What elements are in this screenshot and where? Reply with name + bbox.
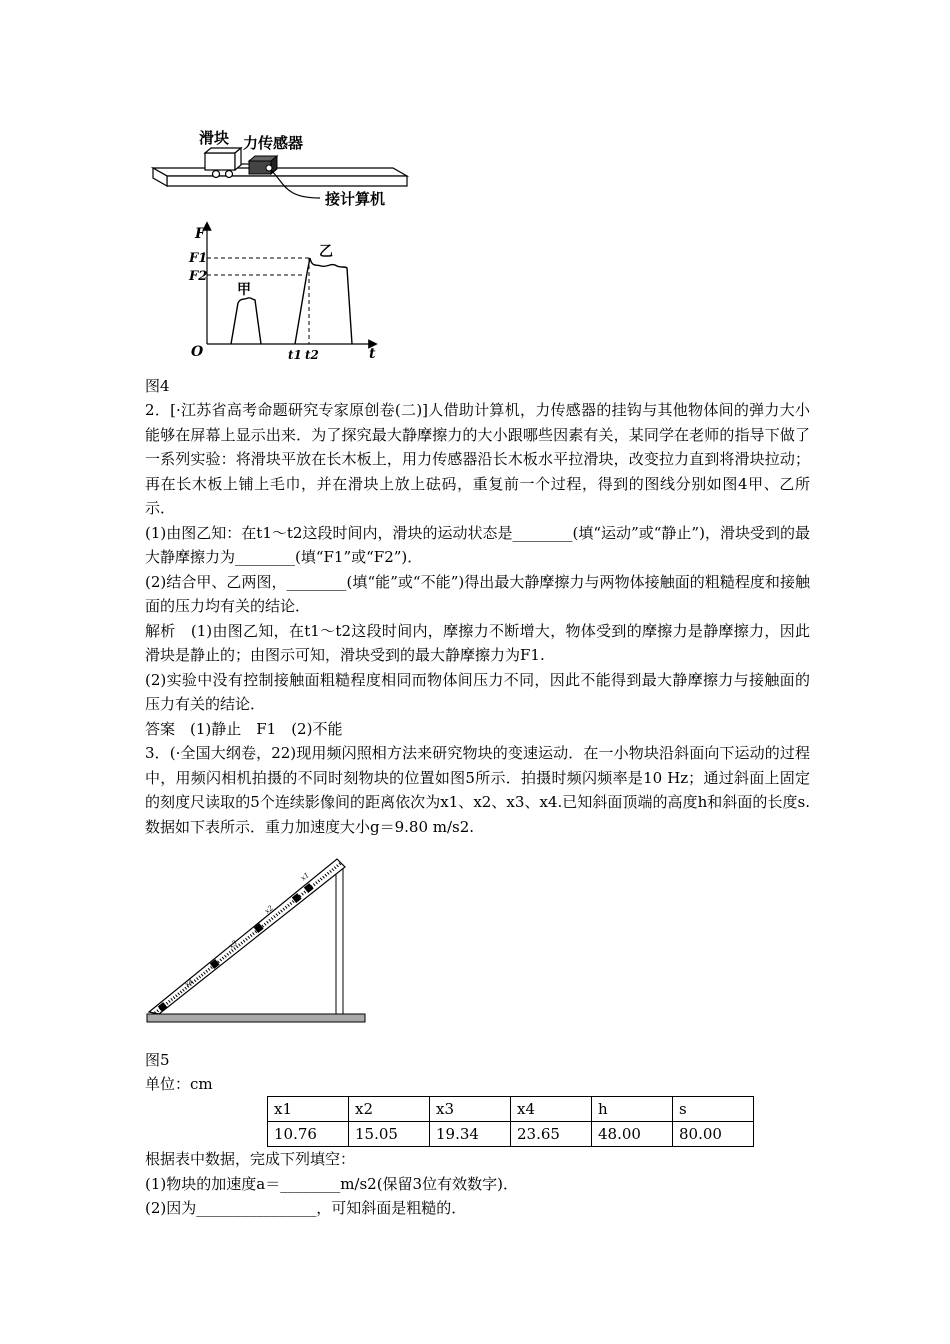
label-slider: 滑块 xyxy=(199,129,230,147)
table-header-cell: x2 xyxy=(349,1097,430,1122)
base-plate xyxy=(147,1014,365,1022)
support-post xyxy=(336,867,343,1014)
f1-label: F1 xyxy=(189,251,208,266)
table-header-cell: x4 xyxy=(511,1097,592,1122)
x2-label: x2 xyxy=(263,904,275,916)
x4-label: x4 xyxy=(183,977,195,989)
table-value-cell: 15.05 xyxy=(349,1122,430,1147)
table-header-cell: s xyxy=(673,1097,754,1122)
q3-intro: 3．(·全国大纲卷，22)现用频闪照相方法来研究物块的变速运动．在一小物块沿斜面向下运动的过程中，用频闪相机拍摄的不同时刻物块的位置如图5所示．拍摄时频闪频率是10 Hz；通过斜面上固定的刻度尺读取的5个连续影像间的距离依次为x1、x2、x3、x4.已知斜面顶端的高度h和斜面的长度s.数据如下表所示．重力加速度大小g＝9.80 m/s2. xyxy=(145,744,810,836)
table-header-cell: x1 xyxy=(268,1097,349,1122)
q2-part2: (2)结合甲、乙两图，________(填“能”或“不能”)得出最大静摩擦力与两物体接触面的粗糙程度和接触面的压力均有关的结论． xyxy=(145,572,810,615)
origin-label: O xyxy=(191,344,204,360)
q3-part2: (2)因为________________，可知斜面是粗糙的． xyxy=(145,1199,467,1217)
table-header-row xyxy=(268,1097,754,1122)
table-value-row xyxy=(268,1122,754,1147)
table-header-cell: x3 xyxy=(430,1097,511,1122)
long-board xyxy=(153,168,407,176)
q2-analysis2: (2)实验中没有控制接触面粗糙程度相同而物体间压力不同，因此不能得到最大静摩擦力与接触面的压力有关的结论． xyxy=(145,670,810,713)
curve-yi-label: 乙 xyxy=(319,244,333,260)
figure-5 xyxy=(145,847,375,1032)
q2-answer: 答案 (1)静止 F1 (2)不能 xyxy=(145,719,343,738)
q2-part1: (1)由图乙知：在t1～t2这段时间内，滑块的运动状态是________(填“运动”或“静止”)，滑块受到的最大静摩擦力为________(填“F1”或“F2”)． xyxy=(145,523,810,566)
q3-part1: (1)物块的加速度a＝________m/s2(保留3位有效数字)． xyxy=(145,1174,518,1193)
f2-label: F2 xyxy=(189,269,208,284)
label-computer: 接计算机 xyxy=(325,190,386,208)
axis-t-label: t xyxy=(369,346,376,362)
table-value-cell: 23.65 xyxy=(511,1122,592,1147)
unit-label: 单位：cm xyxy=(145,1075,213,1093)
table-value-cell: 80.00 xyxy=(673,1122,754,1147)
table-value-cell: 19.34 xyxy=(430,1122,511,1147)
table-value-cell: 48.00 xyxy=(592,1122,673,1147)
figure-4-caption: 图4 xyxy=(145,377,170,395)
data-table xyxy=(267,1096,754,1147)
table-header-cell: h xyxy=(592,1097,673,1122)
curve-jia-label: 甲 xyxy=(237,282,251,298)
t1-label: t1 xyxy=(288,348,302,362)
figure-5-caption: 图5 xyxy=(145,1051,170,1069)
axis-f-label: F xyxy=(195,226,205,242)
page xyxy=(145,128,810,1221)
curve-yi xyxy=(295,258,352,344)
q3-fill-prompt: 根据表中数据，完成下列填空： xyxy=(145,1150,356,1168)
curve-jia xyxy=(231,298,261,344)
figure-4 xyxy=(145,128,425,368)
t2-label: t2 xyxy=(305,348,319,362)
table-value-cell: 10.76 xyxy=(268,1122,349,1147)
x3-label: x3 xyxy=(227,939,239,951)
x1-label: x1 xyxy=(299,871,311,883)
q2-intro: 2．[·江苏省高考命题研究专家原创卷(二)]人借助计算机，力传感器的挂钩与其他物体间的弹力大小能够在屏幕上显示出来．为了探究最大静摩擦力的大小跟哪些因素有关，某同学在老师的指导下做了一系列实验：将滑块平放在长木板上，用力传感器沿长木板水平拉滑块，改变拉力直到将滑块拉动；再在长木板上铺上毛巾，并在滑块上放上砝码，重复前一个过程，得到的图线分别如图4甲、乙所示． xyxy=(145,401,810,517)
label-force-sensor: 力传感器 xyxy=(243,134,304,152)
q2-analysis1: 解析 (1)由图乙知，在t1～t2这段时间内，摩擦力不断增大，物体受到的摩擦力是静摩擦力，因此滑块是静止的；由图示可知，滑块受到的最大静摩擦力为F1. xyxy=(145,621,810,664)
